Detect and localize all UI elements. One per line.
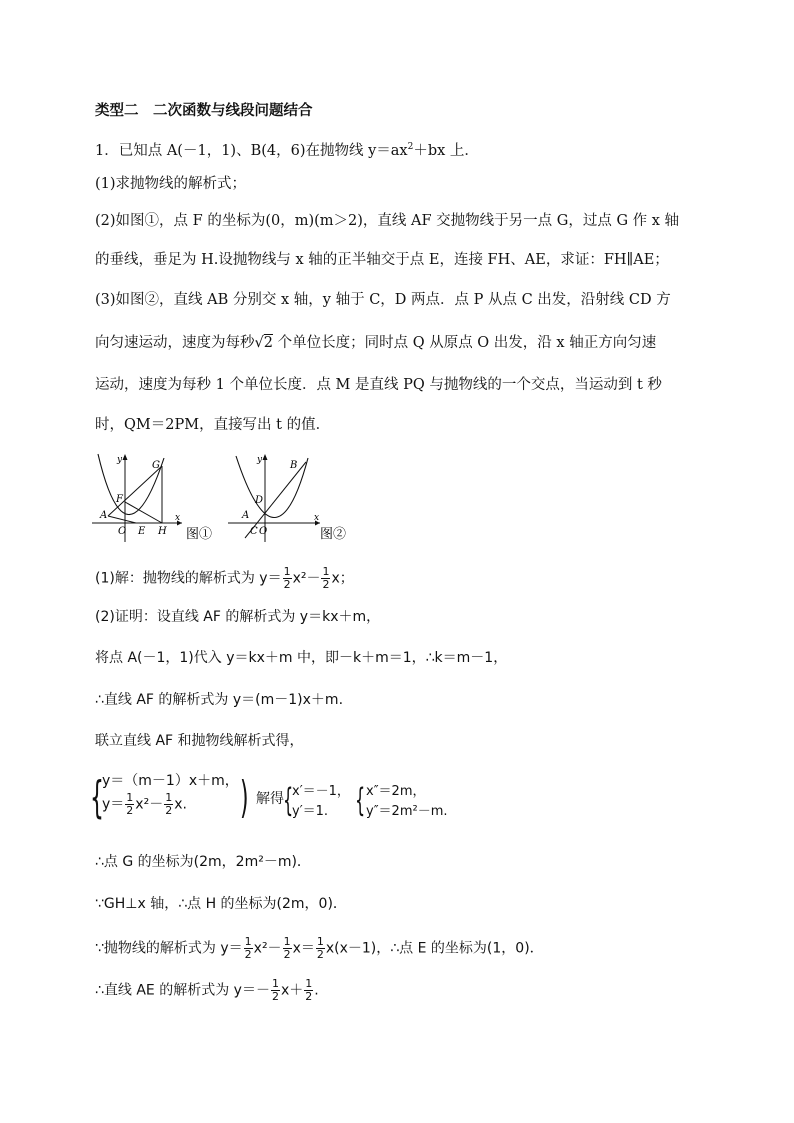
numerator: 1 — [126, 791, 134, 804]
fraction — [304, 978, 313, 1003]
label-G: G — [152, 460, 160, 471]
solution-point-H: ∵GH⊥x 轴，∴点 H 的坐标为(2m，0)． — [95, 896, 347, 912]
fraction — [283, 936, 292, 961]
text-span: (1)解：抛物线的解析式为 y＝ — [95, 570, 282, 587]
problem-line-1: 1．已知点 A(－1，1)、B(4，6)在抛物线 y＝ax — [95, 142, 408, 159]
label-A: A — [242, 510, 250, 521]
left-brace: { — [90, 772, 104, 823]
text-span: x²－ — [253, 940, 282, 957]
label-A: A — [100, 510, 108, 521]
problem-line-1-tail: ＋bx 上． — [413, 142, 479, 159]
label-H: H — [158, 526, 167, 537]
numerator: 1 — [271, 977, 279, 990]
label-O: O — [259, 526, 268, 537]
equation-system — [90, 768, 490, 832]
line-AF — [108, 466, 162, 516]
denominator: 2 — [283, 578, 291, 591]
numerator: 1 — [165, 791, 173, 804]
solution-point-G: ∴点 G 的坐标为(2m，2m²－m)． — [95, 854, 311, 870]
solution-1-x: x′＝－1， — [292, 784, 350, 799]
denominator: 2 — [244, 948, 252, 961]
numerator: 1 — [322, 565, 330, 578]
solution-combine: 联立直线 AF 和抛物线解析式得， — [95, 733, 304, 749]
label-x: x — [175, 513, 181, 523]
solution-line-AF: ∴直线 AF 的解析式为 y＝(m－1)x＋m. — [95, 692, 344, 708]
figure-2 — [228, 452, 358, 544]
denominator: 2 — [271, 990, 279, 1003]
text-span: x＝ — [292, 940, 315, 957]
brace-solution-1: { — [283, 781, 294, 819]
text-span: x²－ — [292, 570, 321, 587]
solution-2-x: x″＝2m， — [366, 784, 426, 799]
denominator: 2 — [283, 948, 291, 961]
label-E: E — [138, 526, 146, 537]
fraction — [244, 936, 253, 961]
text-span: 向匀速运动，速度为每秒 — [95, 335, 255, 351]
solve-word: 解得 — [256, 791, 284, 807]
problem-exponent: 2 — [407, 142, 414, 152]
denominator: 2 — [126, 804, 134, 817]
section-title: 类型二 二次函数与线段问题结合 — [95, 103, 313, 119]
label-F: F — [116, 494, 123, 505]
solution-1-y: y′＝1. — [292, 804, 329, 819]
label-B: B — [290, 460, 298, 471]
solution-part-2: (2)证明：设直线 AF 的解析式为 y＝kx＋m， — [95, 609, 381, 625]
fraction — [321, 566, 330, 591]
sqrt-sign: √ — [254, 335, 264, 351]
label-x: x — [314, 513, 320, 523]
numerator: 1 — [305, 977, 313, 990]
y-arrow — [263, 454, 268, 460]
figure-1-caption: 图① — [186, 527, 213, 542]
right-brace: ) — [240, 772, 249, 823]
sqrt-radicand: 2 — [263, 335, 273, 351]
text-span: x. — [174, 796, 187, 813]
fraction — [283, 566, 292, 591]
problem-part-3-cont2: 运动，速度为每秒 1 个单位长度．点 M 是直线 PQ 与抛物线的一个交点，当运动到 t 秒 — [95, 377, 662, 393]
label-y: y — [117, 455, 123, 465]
problem-part-3-cont — [95, 333, 656, 353]
problem-part-1: (1)求抛物线的解析式； — [95, 176, 247, 192]
figure-1 — [92, 452, 227, 544]
text-span: 个单位长度；同时点 Q 从原点 O 出发，沿 x 轴正方向匀速 — [272, 335, 657, 351]
label-y: y — [257, 455, 263, 465]
text-span: ∵抛物线的解析式为 y＝ — [95, 940, 243, 957]
denominator: 2 — [165, 804, 173, 817]
text-span: ∴直线 AE 的解析式为 y＝－ — [95, 982, 270, 999]
problem-part-3-cont3: 时，QM＝2PM，直接写出 t 的值． — [95, 417, 331, 433]
denominator: 2 — [305, 990, 313, 1003]
numerator: 1 — [244, 935, 252, 948]
solution-line-AE — [95, 978, 319, 1003]
brace-solution-2: { — [355, 781, 366, 819]
line-FH — [125, 502, 162, 523]
solution-2-y: y″＝2m²－m. — [366, 804, 448, 819]
denominator: 2 — [316, 948, 324, 961]
y-arrow — [123, 454, 128, 460]
solution-point-E — [95, 936, 544, 961]
text-span: x(x－1)，∴点 E 的坐标为(1，0)． — [325, 940, 544, 957]
fraction — [164, 792, 173, 817]
problem-part-3: (3)如图②，直线 AB 分别交 x 轴，y 轴于 C，D 两点．点 P 从点 C 出发，沿射线 CD 方 — [95, 292, 671, 308]
numerator: 1 — [283, 935, 291, 948]
fraction — [125, 792, 134, 817]
numerator: 1 — [283, 565, 291, 578]
system-eq-1: y＝（m－1）x＋m， — [102, 773, 239, 789]
text-span: y＝ — [102, 796, 125, 813]
text-span: x； — [331, 570, 354, 587]
text-span: x＋ — [280, 982, 304, 999]
text-span: x²－ — [135, 796, 164, 813]
solution-step-substitute: 将点 A(－1，1)代入 y＝kx＋m 中，即－k＋m＝1，∴k＝m－1， — [95, 650, 508, 666]
label-O: O — [118, 526, 127, 537]
problem-part-2-cont: 的垂线，垂足为 H.设抛物线与 x 轴的正半轴交于点 E，连接 FH、AE，求证：FH∥AE； — [95, 252, 669, 268]
problem-statement — [95, 137, 479, 161]
label-D: D — [255, 495, 264, 506]
solution-part-1 — [95, 566, 354, 591]
text-span: . — [314, 982, 319, 999]
fraction — [316, 936, 325, 961]
numerator: 1 — [316, 935, 324, 948]
denominator: 2 — [322, 578, 330, 591]
fraction — [271, 978, 280, 1003]
problem-part-2: (2)如图①，点 F 的坐标为(0，m)(m＞2)，直线 AF 交抛物线于另一点 G，过点 G 作 x 轴 — [95, 213, 680, 229]
line-AE — [108, 516, 136, 523]
system-eq-2 — [102, 792, 187, 817]
figure-2-caption: 图② — [320, 527, 347, 542]
label-C: C — [250, 526, 258, 537]
